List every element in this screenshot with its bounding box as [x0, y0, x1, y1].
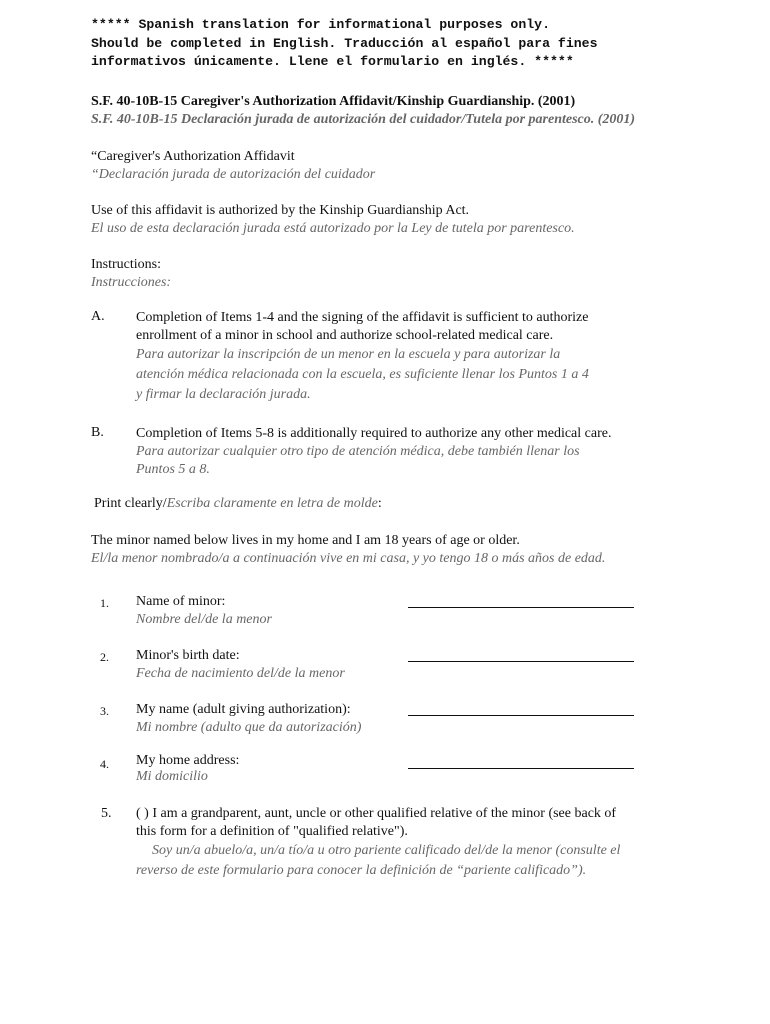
- field-label-home-address: [136, 753, 396, 785]
- instruction-text: [136, 309, 666, 405]
- instruction-text: [136, 425, 666, 479]
- form-title-en: S.F. 40-10B-15 Caregiver's Authorization Affidavit/Kinship Guardianship. (2001): [91, 94, 576, 109]
- instruction-letter: A.: [91, 309, 105, 324]
- instruction-es: Puntos 5 a 8.: [136, 462, 210, 477]
- minor-statement-en: The minor named below lives in my home and I am 18 years of age or older.: [91, 533, 520, 548]
- print-clearly-colon: :: [377, 496, 382, 511]
- field-label-es: Mi domicilio: [136, 769, 208, 784]
- field-label-en: My name (adult giving authorization):: [136, 702, 351, 717]
- field-label-es: Mi nombre (adulto que da autorización): [136, 720, 362, 735]
- qualified-relative-en: this form for a definition of "qualified relative").: [136, 824, 408, 839]
- minor-statement: [91, 532, 751, 568]
- instruction-es: Para autorizar cualquier otro tipo de atención médica, debe también llenar los: [136, 444, 580, 459]
- home-address-input-line[interactable]: [408, 768, 634, 769]
- instructions-es: Instrucciones:: [91, 275, 172, 290]
- qualified-relative-es: Soy un/a abuelo/a, un/a tío/a u otro pariente calificado del/de la menor (consulte el: [152, 843, 621, 858]
- instruction-en: enrollment of a minor in school and authorize school-related medical care.: [136, 328, 554, 343]
- minor-name-input-line[interactable]: [408, 607, 634, 608]
- field-number: 2.: [100, 650, 109, 664]
- instruction-en: Completion of Items 5-8 is additionally required to authorize any other medical care.: [136, 426, 612, 441]
- instruction-en: Completion of Items 1-4 and the signing of the affidavit is sufficient to authorize: [136, 310, 589, 325]
- qualified-relative-es: reverso de este formulario para conocer la definición de “pariente calificado”).: [136, 863, 587, 878]
- field-label-minor-name: [136, 593, 396, 629]
- print-clearly-en: Print clearly/: [94, 496, 167, 511]
- print-clearly-es: Escriba claramente en letra de molde: [166, 496, 378, 511]
- instruction-es: Para autorizar la inscripción de un menor en la escuela y para autorizar la: [136, 347, 561, 362]
- qualified-relative-item: [136, 805, 676, 881]
- field-label-birth-date: [136, 647, 396, 683]
- instruction-es: y firmar la declaración jurada.: [136, 387, 311, 402]
- form-title: [91, 93, 751, 129]
- field-label-adult-name: [136, 701, 396, 737]
- field-number: 5.: [101, 806, 112, 821]
- field-label-es: Nombre del/de la menor: [136, 612, 272, 627]
- minor-statement-es: El/la menor nombrado/a a continuación vive en mi casa, y yo tengo 18 o más años de edad.: [91, 551, 606, 566]
- notice-line: ***** Spanish translation for informational purposes only.: [91, 17, 550, 32]
- instructions-heading: [91, 256, 751, 292]
- notice-line: Should be completed in English. Traducción al español para fines: [91, 35, 598, 51]
- notice-line: informativos únicamente. Llene el formulario en inglés. *****: [91, 54, 574, 69]
- field-label-es: Fecha de nacimiento del/de la menor: [136, 666, 345, 681]
- print-clearly: [94, 496, 754, 512]
- authorization-statement: [91, 202, 751, 238]
- field-label-en: Name of minor:: [136, 594, 226, 609]
- qualified-relative-checkbox-en[interactable]: ( ) I am a grandparent, aunt, uncle or other qualified relative of the minor (see back of: [136, 806, 617, 821]
- instruction-es: atención médica relacionada con la escuela, es suficiente llenar los Puntos 1 a 4: [136, 367, 589, 382]
- field-number: 1.: [100, 596, 109, 610]
- translation-notice: [91, 16, 751, 72]
- field-label-en: Minor's birth date:: [136, 648, 240, 663]
- affidavit-heading-en: “Caregiver's Authorization Affidavit: [91, 149, 295, 164]
- affidavit-heading: [91, 148, 751, 184]
- instructions-en: Instructions:: [91, 257, 161, 272]
- birth-date-input-line[interactable]: [408, 661, 634, 662]
- authorization-es: El uso de esta declaración jurada está autorizado por la Ley de tutela por parentesco.: [91, 221, 575, 236]
- affidavit-heading-es: “Declaración jurada de autorización del cuidador: [91, 167, 376, 182]
- field-number: 3.: [100, 704, 109, 718]
- form-title-es: S.F. 40-10B-15 Declaración jurada de autorización del cuidador/Tutela por parentesco. (2001): [91, 112, 636, 127]
- field-number: 4.: [100, 757, 109, 771]
- adult-name-input-line[interactable]: [408, 715, 634, 716]
- field-label-en: My home address:: [136, 753, 240, 768]
- instruction-letter: B.: [91, 425, 104, 440]
- authorization-en: Use of this affidavit is authorized by the Kinship Guardianship Act.: [91, 203, 470, 218]
